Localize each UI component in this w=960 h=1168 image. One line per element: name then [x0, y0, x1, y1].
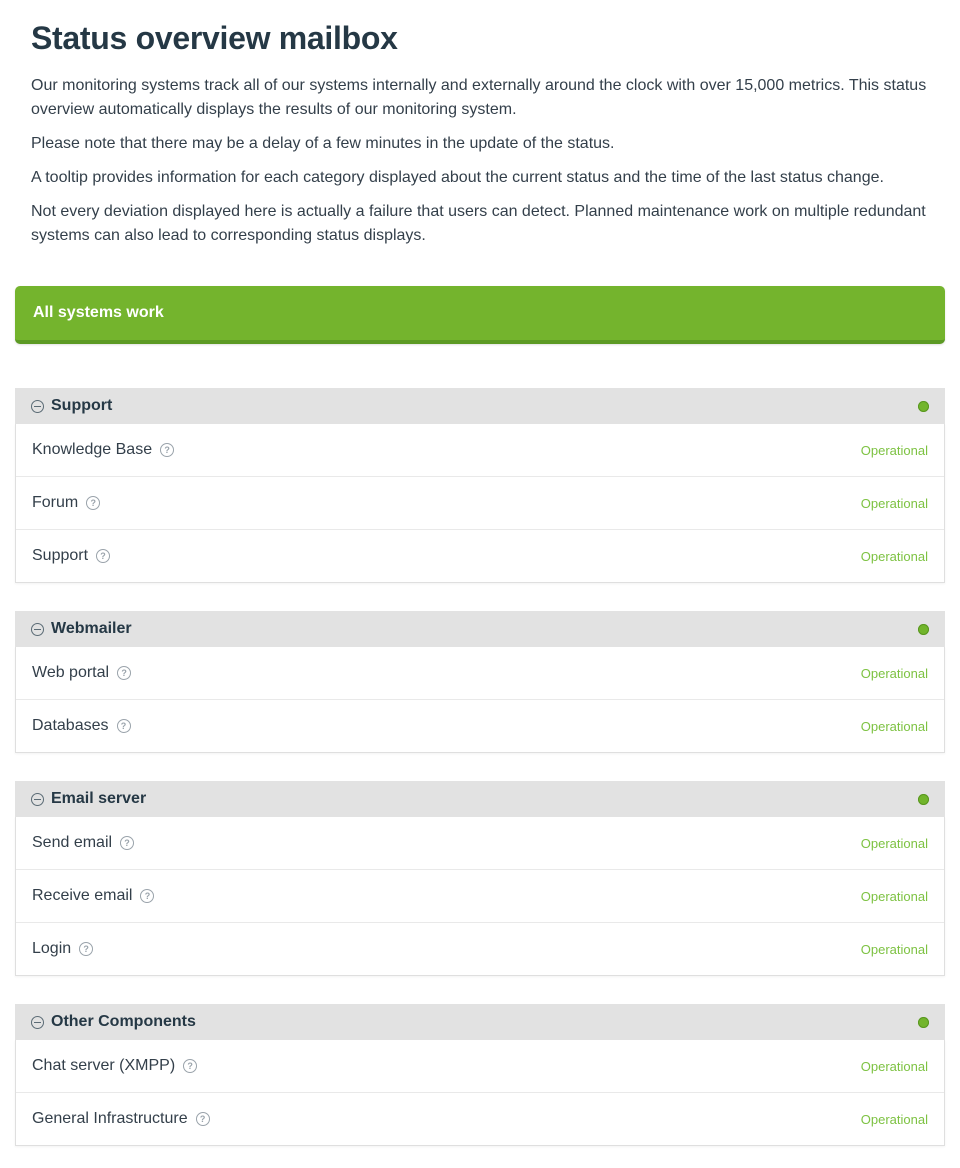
- tooltip-note-paragraph: A tooltip provides information for each category displayed about the current status and the time of the last status change.: [31, 169, 884, 186]
- status-row: [16, 424, 944, 477]
- question-circle-icon[interactable]: ?: [140, 889, 154, 903]
- question-circle-icon[interactable]: ?: [86, 496, 100, 510]
- deviation-note-paragraph: Not every deviation displayed here is actually a failure that users can detect. Planned maintenance work on multiple redundant systems can also lead to corresponding status displays.: [31, 203, 926, 244]
- status-row: [16, 1040, 944, 1093]
- status-section: [15, 1004, 945, 1146]
- status-row: [16, 1093, 944, 1145]
- minus-circle-icon[interactable]: [31, 400, 44, 413]
- status-row: [16, 477, 944, 530]
- minus-circle-icon[interactable]: [31, 793, 44, 806]
- component-label: Support: [32, 547, 89, 564]
- minus-circle-icon[interactable]: [31, 623, 44, 636]
- status-section: [15, 781, 945, 976]
- status-text: Operational: [860, 548, 928, 564]
- component-label: General Infrastructure: [32, 1110, 188, 1127]
- status-text: Operational: [860, 665, 928, 681]
- section-rows: [15, 817, 945, 976]
- overall-status-label: All systems work: [33, 304, 164, 321]
- status-text: Operational: [860, 941, 928, 957]
- question-circle-icon[interactable]: ?: [183, 1059, 197, 1073]
- status-section: [15, 611, 945, 753]
- status-text: Operational: [860, 718, 928, 734]
- status-sections: [15, 388, 945, 1146]
- question-circle-icon[interactable]: ?: [79, 942, 93, 956]
- green-dot-icon: [918, 624, 929, 635]
- section-rows: [15, 647, 945, 753]
- section-title: Support: [51, 397, 113, 414]
- status-row: [16, 870, 944, 923]
- status-text: Operational: [860, 495, 928, 511]
- status-row: [16, 923, 944, 975]
- intro-paragraph: Our monitoring systems track all of our systems internally and externally around the clock with over 15,000 metrics. This status overview automatically displays the results of our monitoring system.: [31, 77, 927, 118]
- question-circle-icon[interactable]: ?: [117, 666, 131, 680]
- component-label: Send email: [32, 834, 113, 851]
- status-row: [16, 817, 944, 870]
- question-circle-icon[interactable]: ?: [117, 719, 131, 733]
- status-row: [16, 647, 944, 700]
- status-row: [16, 700, 944, 752]
- green-dot-icon: [918, 401, 929, 412]
- status-text: Operational: [860, 1111, 928, 1127]
- status-section: [15, 388, 945, 583]
- component-label: Receive email: [32, 887, 133, 904]
- section-title: Webmailer: [51, 620, 132, 637]
- section-title: Other Components: [51, 1013, 196, 1030]
- question-circle-icon[interactable]: ?: [160, 443, 174, 457]
- component-label: Databases: [32, 717, 109, 734]
- delay-note-paragraph: Please note that there may be a delay of a few minutes in the update of the status.: [31, 135, 615, 152]
- section-header[interactable]: [15, 388, 945, 424]
- section-rows: [15, 1040, 945, 1146]
- status-row: [16, 530, 944, 582]
- green-dot-icon: [918, 794, 929, 805]
- minus-circle-icon[interactable]: [31, 1016, 44, 1029]
- section-title: Email server: [51, 790, 147, 807]
- question-circle-icon[interactable]: ?: [96, 549, 110, 563]
- status-page: [0, 16, 960, 1160]
- component-label: Chat server (XMPP): [32, 1057, 176, 1074]
- status-text: Operational: [860, 442, 928, 458]
- section-header[interactable]: [15, 1004, 945, 1040]
- section-header[interactable]: [15, 611, 945, 647]
- section-rows: [15, 424, 945, 583]
- question-circle-icon[interactable]: ?: [196, 1112, 210, 1126]
- green-dot-icon: [918, 1017, 929, 1028]
- status-text: Operational: [860, 1058, 928, 1074]
- question-circle-icon[interactable]: ?: [120, 836, 134, 850]
- component-label: Knowledge Base: [32, 441, 153, 458]
- page-title: Status overview mailbox: [31, 20, 398, 56]
- section-header[interactable]: [15, 781, 945, 817]
- component-label: Login: [32, 940, 72, 957]
- status-text: Operational: [860, 888, 928, 904]
- overall-status-banner: [15, 286, 945, 344]
- component-label: Web portal: [32, 664, 110, 681]
- component-label: Forum: [32, 494, 79, 511]
- status-text: Operational: [860, 835, 928, 851]
